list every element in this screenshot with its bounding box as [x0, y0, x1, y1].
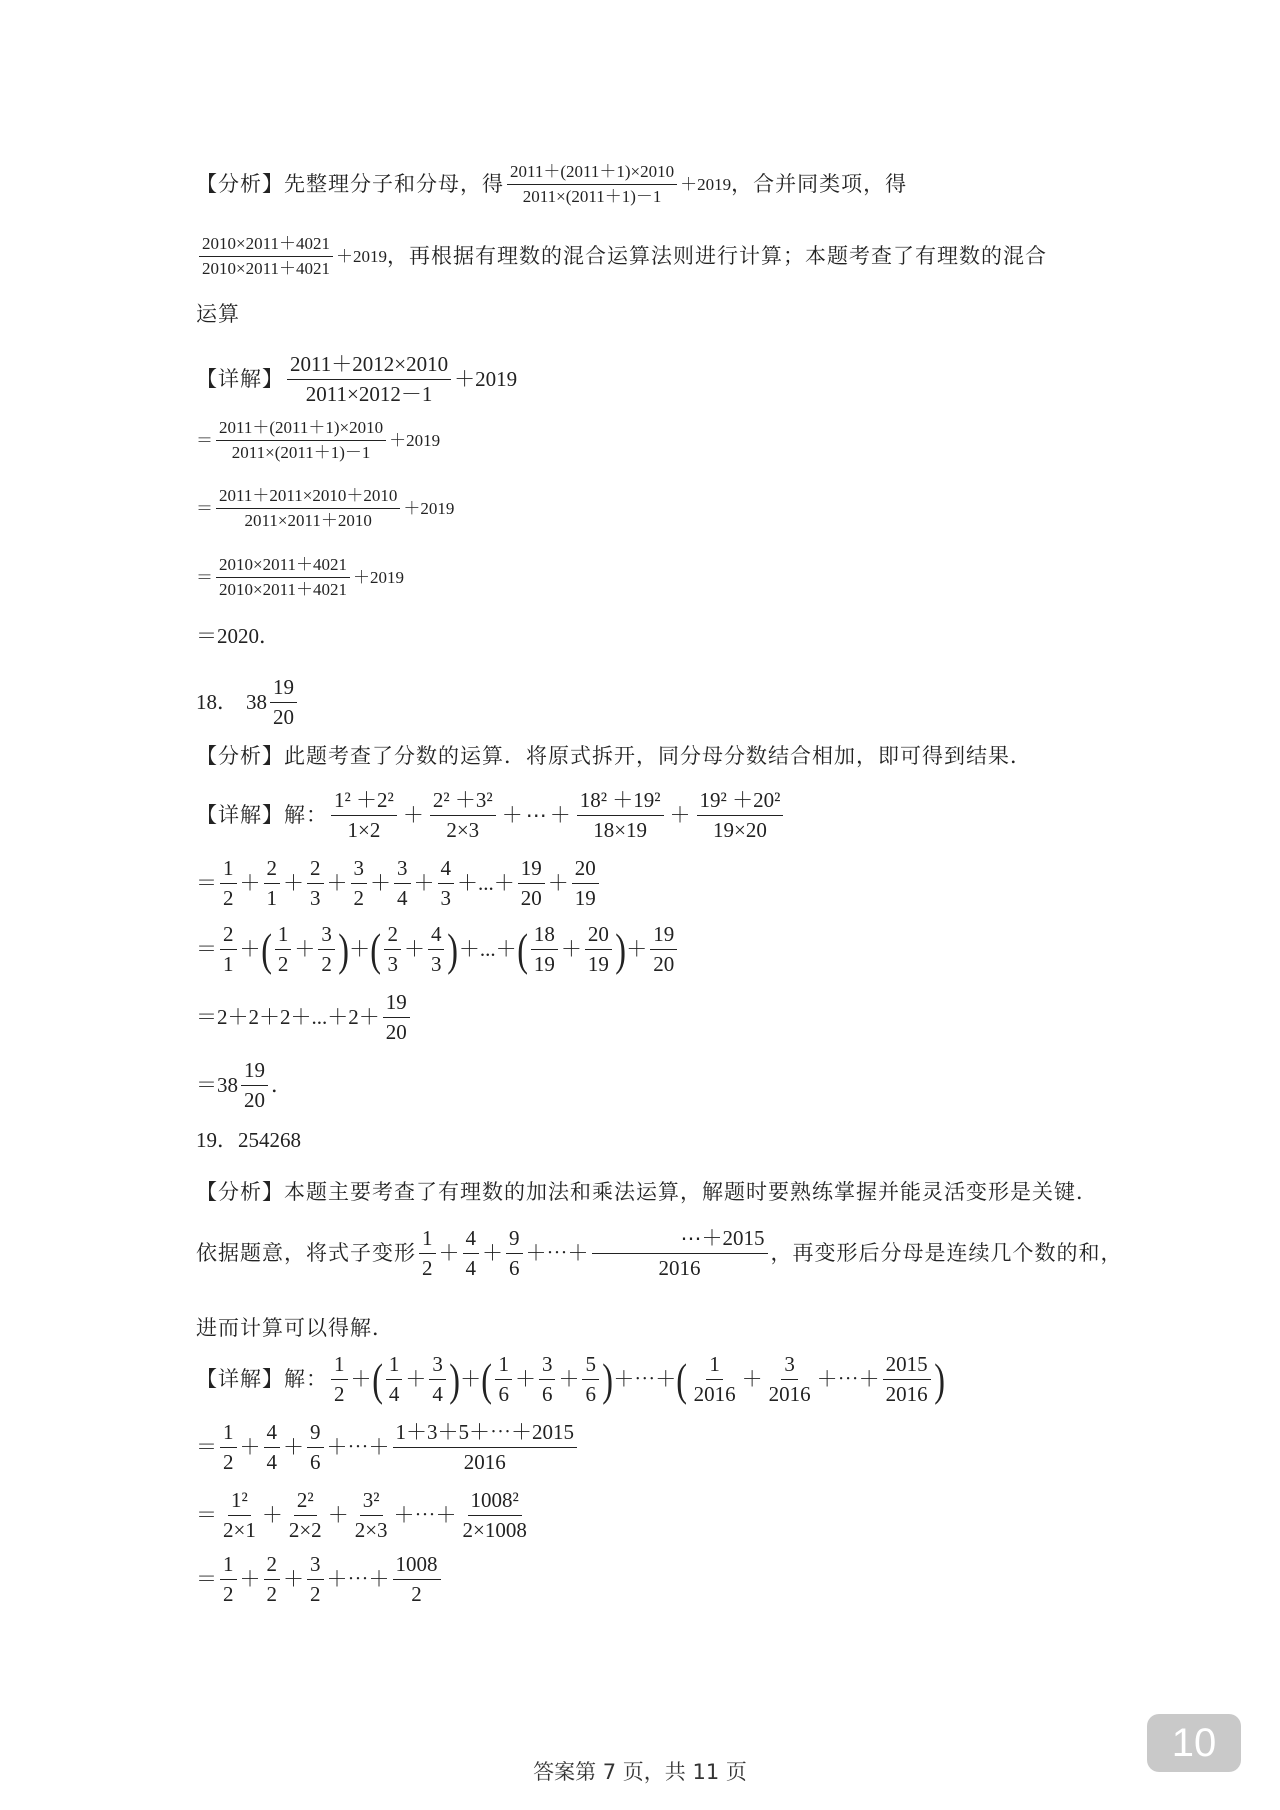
detail-19-line4: ＝ $\frac{1}{2}$ ＋ $\frac{2}{2}$ ＋ $\frac{3}{2}$ ＋⋯＋ $\frac{1008}{2}$ [196, 1552, 444, 1607]
analysis-19-line2: 依据题意，将式子变形 $\frac{1}{2}$ ＋ $\frac{4}{4}$ ＋ $\frac{9}{6}$ ＋⋯＋ $\frac{\cdots+2015}{2016}$ ，再变形后分母是连续几个数的和， [196, 1226, 1123, 1281]
detail-19-line1: 【详解】 解： $\frac{1}{2}$ ＋ ( $\frac{1}{4}$ ＋ $\frac{3}{4}$ ) ＋ ( $\frac{1}{6}$ ＋ $\frac{3}{6}$ ＋ $\frac{5}{6}$ ) ＋⋯＋ ( $\frac{1}{2016}$ ＋ $\frac{3}{2016}$ ＋⋯＋ $\frac{2015}{2016}$ ) [196, 1352, 945, 1407]
analysis-label: 【分析】 [196, 1180, 284, 1204]
fraction: $\frac{2011+2012\times 2010}{2011\times 2012-1}$ [287, 352, 451, 407]
answer-19-head: 19．254268 [196, 1128, 301, 1152]
fraction: $\frac{2011+(2011+1)\times 2010}{2011\times(2011+1)-1}$ [507, 162, 677, 208]
analysis-17-line2: $\frac{2010\times 2011+4021}{2010\times 2011+4021}$ ＋2019 ，再根据有理数的混合运算法则进行计算；本题考查了有理数的混合 [196, 234, 1047, 280]
detail-18-line3: ＝ $\frac{2}{1}$ ＋ ( $\frac{1}{2}$ ＋ $\frac{3}{2}$ ) ＋ ( $\frac{2}{3}$ ＋ $\frac{4}{3}$ ) ＋ ... ＋ ( $\frac{18}{19}$ ＋ $\frac{20}{19}$ ) ＋ $\frac{19}{20}$ [196, 922, 680, 977]
detail-18-line2: ＝ $\frac{1}{2}$ ＋ $\frac{2}{1}$ ＋ $\frac{2}{3}$ ＋ $\frac{3}{2}$ ＋ $\frac{3}{4}$ ＋ $\frac{4}{3}$ ＋ ... ＋ $\frac{19}{20}$ ＋ $\frac{20}{19}$ [196, 856, 602, 911]
fraction: $\frac{2011+(2011+1)\times 2010}{2011\times(2011+1)-1}$ [216, 418, 386, 464]
detail-17-line3: ＝ $\frac{2011+2011\times 2010+2010}{2011\times 2011+2010}$ ＋2019 [196, 486, 455, 531]
detail-19-line2: ＝ $\frac{1}{2}$ ＋ $\frac{4}{4}$ ＋ $\frac{9}{6}$ ＋⋯＋ $\frac{1+3+5+\cdots+2015}{2016}$ [196, 1420, 580, 1475]
analysis-17-line1: 【分析】 先整理分子和分母，得 $\frac{2011+(2011+1)\times 2010}{2011\times(2011+1)-1}$ ＋2019 ，合并同类项，得 [196, 162, 908, 207]
page-footer: 答案第 7 页，共 11 页 [533, 1760, 747, 1784]
detail-18-result: ＝38 $\frac{19}{20}$ ． [196, 1058, 292, 1113]
page-number-badge[interactable]: 10 [1147, 1714, 1241, 1772]
detail-17-result: ＝2020． [196, 624, 280, 648]
detail-18-line1: 【详解】 解： $\frac{\text{1² ＋2²}}{1\times 2}$ ＋ $\frac{\text{2² ＋3²}}{2\times 3}$ ＋ ⋯ ＋ $\frac{\text{18² ＋19²}}{18\times 19}$ ＋ $\frac{\text{19² ＋20²}}{19\times 20}$ [196, 788, 786, 843]
fraction: $\frac{19}{20}$ [270, 675, 297, 730]
detail-17-line1: 【详解】 $\frac{2011+2012\times 2010}{2011\times 2012-1}$ ＋2019 [196, 352, 518, 407]
fraction: $\frac{2010\times 2011+4021}{2010\times 2011+4021}$ [199, 234, 333, 280]
analysis-label: 【分析】 [196, 744, 284, 768]
detail-18-line4: ＝2＋2＋2＋...＋2＋ $\frac{19}{20}$ [196, 990, 413, 1045]
analysis-17-line3: 运算 [196, 302, 240, 326]
detail-17-line4: ＝ $\frac{2010\times 2011+4021}{2010\times 2011+4021}$ ＋2019 [196, 555, 404, 600]
answer-18-head: 18． 38 $\frac{19}{20}$ [196, 675, 300, 730]
detail-label: 【详解】 [196, 803, 284, 828]
analysis-19: 【分析】 本题主要考查了有理数的加法和乘法运算，解题时要熟练掌握并能灵活变形是关键． [196, 1180, 1098, 1204]
fraction: $\frac{2010\times 2011+4021}{2010\times 2011+4021}$ [216, 555, 350, 601]
detail-label: 【详解】 [196, 1367, 284, 1392]
analysis-19-line3: 进而计算可以得解． [196, 1316, 394, 1340]
analysis-label: 【分析】 [196, 172, 284, 197]
detail-label: 【详解】 [196, 367, 284, 392]
detail-17-line2: ＝ $\frac{2011+(2011+1)\times 2010}{2011\times(2011+1)-1}$ ＋2019 [196, 418, 441, 463]
analysis-18: 【分析】 此题考查了分数的运算．将原式拆开，同分母分数结合相加，即可得到结果． [196, 744, 1032, 768]
detail-19-line3: ＝ $\frac{\text{1²}}{2\times 1}$ ＋ $\frac{\text{2²}}{2\times 2}$ ＋ $\frac{\text{3²}}{2\times 3}$ ＋⋯＋ $\frac{\text{1008²}}{2\times 1008}$ [196, 1488, 527, 1543]
fraction: $\frac{2011+2011\times 2010+2010}{2011\times 2011+2010}$ [216, 486, 400, 532]
